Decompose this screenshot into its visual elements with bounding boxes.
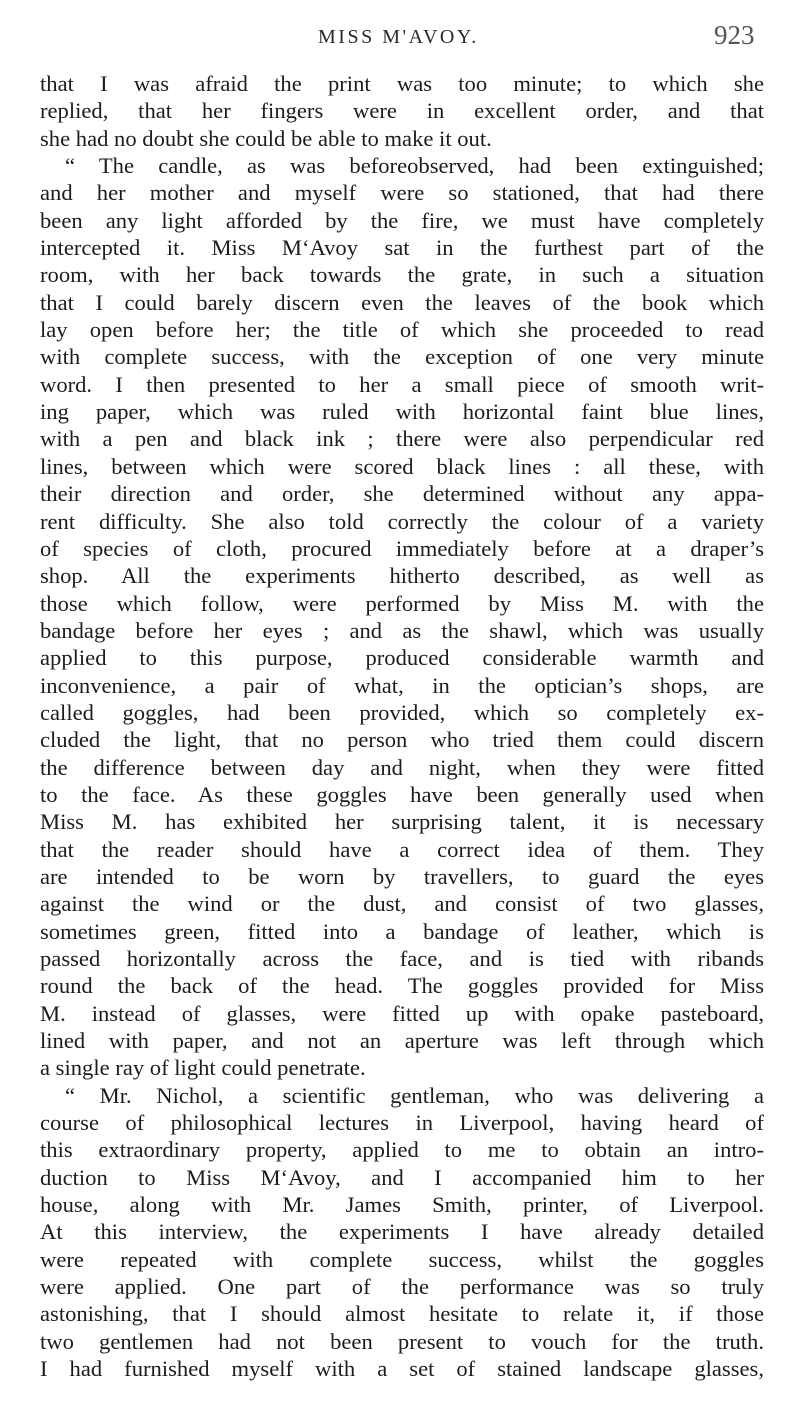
text-line: this extraordinary property, applied to me to obtain an intro- (40, 1137, 764, 1163)
text-line: course of philosophical lectures in Liverpool, having heard of (40, 1110, 764, 1136)
text-line: Miss M. has exhibited her surprising talent, it is necessary (40, 809, 764, 835)
text-line: M. instead of glasses, were fitted up with opake pasteboard, (40, 1000, 764, 1026)
text-line: word. I then presented to her a small piece of smooth writ- (40, 371, 764, 397)
text-line: and her mother and myself were so stationed, that had there (40, 180, 764, 206)
text-line: inconvenience, a pair of what, in the optician’s shops, are (40, 672, 764, 698)
text-line: rent difficulty. She also told correctly the colour of a variety (40, 508, 764, 534)
text-line: against the wind or the dust, and consist of two glasses, (40, 891, 764, 917)
text-line: those which follow, were performed by Miss M. with the (40, 590, 764, 616)
text-line: house, along with Mr. James Smith, printer, of Liverpool. (40, 1192, 764, 1218)
text-line: “ The candle, as was beforeobserved, had been extinguished; (65, 153, 764, 179)
text-line: ing paper, which was ruled with horizontal faint blue lines, (40, 399, 764, 425)
text-line: sometimes green, fitted into a bandage of leather, which is (40, 918, 764, 944)
text-line: their direction and order, she determined without any appa- (40, 481, 764, 507)
text-line: lined with paper, and not an aperture was left through which (40, 1028, 764, 1054)
text-line: cluded the light, that no person who tried them could discern (40, 727, 764, 753)
text-line: were applied. One part of the performance was so truly (40, 1274, 764, 1300)
text-line: At this interview, the experiments I have already detailed (40, 1219, 764, 1245)
text-line: round the back of the head. The goggles provided for Miss (40, 973, 764, 999)
text-line: “ Mr. Nichol, a scientific gentleman, who was delivering a (65, 1082, 764, 1108)
running-head-title: MISS M'AVOY. (318, 26, 479, 48)
text-line: astonishing, that I should almost hesitate to relate it, if those (40, 1301, 764, 1327)
text-line: were repeated with complete success, whilst the goggles (40, 1246, 764, 1272)
page-number: 923 (714, 20, 755, 50)
body-text (40, 70, 764, 1383)
text-line: to the face. As these goggles have been generally used when (40, 781, 764, 807)
text-line: applied to this purpose, produced considerable warmth and (40, 645, 764, 671)
text-line: called goggles, had been provided, which so completely ex- (40, 699, 764, 725)
text-line: two gentlemen had not been present to vouch for the truth. (40, 1328, 764, 1354)
text-line: passed horizontally across the face, and is tied with ribands (40, 946, 764, 971)
text-line: that the reader should have a correct idea of them. They (40, 836, 764, 862)
text-line: room, with her back towards the grate, in such a situation (40, 262, 764, 288)
text-line: with complete success, with the exception of one very minute (40, 344, 764, 370)
text-line: of species of cloth, procured immediately before at a draper’s (40, 535, 764, 561)
text-line: I had furnished myself with a set of stained landscape glasses, (40, 1356, 764, 1382)
text-line: shop. All the experiments hitherto described, as well as (40, 563, 764, 589)
text-line: lines, between which were scored black lines : all these, with (40, 453, 764, 479)
text-line: been any light afforded by the fire, we must have completely (40, 207, 764, 233)
text-line: with a pen and black ink ; there were also perpendicular red (40, 426, 764, 452)
text-line: a single ray of light could penetrate. (40, 1055, 366, 1081)
text-line: lay open before her; the title of which she proceeded to read (40, 317, 764, 343)
text-line: duction to Miss M‘Avoy, and I accompanied him to her (40, 1164, 764, 1190)
text-line: bandage before her eyes ; and as the shawl, which was usually (40, 617, 764, 643)
text-line: that I could barely discern even the leaves of the book which (40, 289, 764, 315)
text-line: the difference between day and night, when they were fitted (40, 754, 764, 780)
text-line: she had no doubt she could be able to make it out. (40, 125, 492, 151)
text-line: replied, that her fingers were in excellent order, and that (40, 98, 764, 124)
text-line: that I was afraid the print was too minute; to which she (40, 71, 764, 96)
text-line: are intended to be worn by travellers, to guard the eyes (40, 863, 764, 889)
text-line: intercepted it. Miss M‘Avoy sat in the furthest part of the (40, 235, 764, 261)
